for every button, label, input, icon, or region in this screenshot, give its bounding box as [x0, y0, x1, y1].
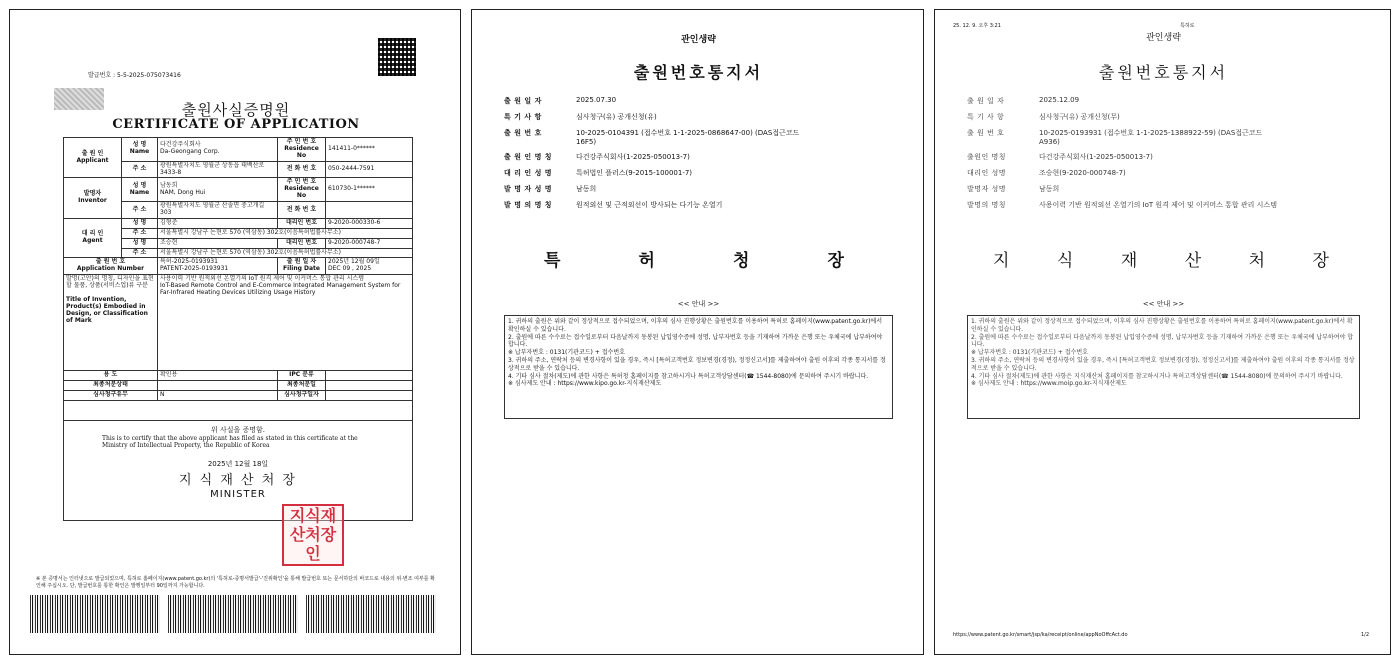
phone-label: 전 화 번 호 — [278, 161, 326, 178]
agent-no-label: 대리인 번호 — [278, 238, 326, 248]
info-row: 특 기 사 항 심사청구(유) 공개신청(무) — [967, 113, 1120, 121]
barcode-3 — [306, 595, 436, 633]
resident-label: 주 민 번 호 Residence No — [278, 178, 326, 202]
certificate-title-en: CERTIFICATE OF APPLICATION — [112, 117, 360, 132]
guide-item: ※ 납부자번호 : 0131(기관코드) + 접수번호 — [508, 349, 625, 357]
issue-number: 발급번호 : 5-5-2025-075073416 — [88, 72, 181, 79]
notice-info — [504, 96, 904, 216]
guide-item: ※ 납부자번호 : 0131(기관코드) + 접수번호 — [971, 349, 1088, 357]
guide-item: 4. 기타 심사 절차(제도)에 관한 사항은 특허청 홈페이지를 참고하시거나 특허고객상담센터(☎ 1544-8080)에 문의하여 주시기 바랍니다. — [508, 372, 869, 380]
applicant-name: 다건강주식회사 Da-Geongang Corp. — [158, 138, 278, 162]
agent2-no: 9-2020-000748-7 — [326, 238, 413, 248]
guide-item: 1. 귀하의 출원은 위와 같이 정상적으로 접수되었으며, 이후의 심사 진행상황은 출원번호를 이용하여 특허로 홈페이지(www.patent.go.kr)에서 확인하실 수 있습니다. — [508, 318, 883, 333]
certification-box — [64, 420, 413, 520]
info-row: 출 원 번 호 10-2025-0104391 (접수번호 1-1-2025-0868647-00) (DAS접근코드16F5) — [504, 129, 800, 146]
purpose-label: 용 도 — [64, 371, 158, 381]
certificate-title-ko: 출원사실증명원 — [181, 101, 291, 119]
seal-text: 지식재산처장인 — [289, 506, 337, 563]
inventor-name: 남동희 NAM, Dong Hui — [158, 178, 278, 202]
agent-header: 대 리 인 Agent — [64, 218, 122, 258]
footer-url: https://www.patent.go.kr/smart/jsp/ka/receipt/online/appNoOffcAct.do — [953, 632, 1128, 638]
footnote: ※ 본 증명서는 인터넷으로 발급되었으며, 특허로 홈페이지(www.patent.go.kr)의 '특허로-증명서발급'-'진위확인'을 통해 발급번호 또는 문서하단의 바코드로 내용의 위·변조 여부를 확인해 주십시오. 단, 발급번호를 통한 확인은 발행일부터 90일까지 가능합니다. — [36, 576, 436, 589]
guide-title: << 안내 >> — [677, 300, 720, 308]
info-row: 특 기 사 항 심사청구(유) 공개신청(유) — [504, 113, 657, 121]
header-date: 25. 12. 9. 오후 3:21 — [953, 23, 1001, 29]
info-row: 발 명 의 명 칭 원적외선 및 근적외선이 방사되는 다기능 온열기 — [504, 201, 723, 209]
guide-title: << 안내 >> — [1142, 300, 1185, 308]
seal-omitted: 관인생략 — [681, 35, 716, 45]
office-name: 지 식 재 산 처 장 — [993, 251, 1329, 271]
guide-box — [967, 315, 1360, 419]
minister: MINISTER — [210, 488, 266, 500]
inventor-header: 발명자 Inventor — [64, 178, 122, 218]
purpose-value: 확인용 — [158, 371, 278, 381]
app-no-label: 출 원 번 호 Application Number — [64, 258, 158, 275]
agent2-name: 조승현 — [158, 238, 278, 248]
final-date-value — [326, 381, 413, 391]
applicant-address: 광원특별자치도 영월군 상동읍 태백산로 3433-8 — [158, 161, 278, 178]
title-label: 발명(고안)의 명칭, 디자인을 표현할 물품, 상품(서비스업)류 구분 Title of Invention, Product(s) Embodied in Design, or Classification of Mark — [64, 275, 158, 371]
inventor-address: 광원특별자치도 영월군 산솔면 중고개길 303 — [158, 202, 278, 219]
ipc-label: IPC 분류 — [278, 371, 326, 381]
filing-date: 2025년 12월 09일 DEC 09 , 2025 — [326, 258, 413, 275]
address-label: 주 소 — [122, 228, 158, 238]
certificate-table — [63, 137, 413, 521]
name-label: 성 명 — [122, 218, 158, 228]
guide-item: 2. 출원에 따른 수수료는 접수일로부터 다음날까지 동봉된 납입영수증에 성명, 납부자번호 등을 기재하여 가까운 은행 또는 우체국에 납부하여야 합니다. — [508, 333, 883, 349]
guide-item: 1. 귀하의 출원은 위와 같이 정상적으로 접수되었으며, 이후의 심사 진행상황은 출원번호를 이용하여 특허로 홈페이지(www.patent.go.kr)에서 확인하실 수 있습니다. — [971, 318, 1353, 333]
blank-row — [64, 400, 413, 420]
notice-title: 출원번호통지서 — [1098, 63, 1229, 82]
guide-item: 3. 귀하의 주소, 연락처 등의 변경사항이 있을 경우, 즉시 [특허고객번호 정보변경(경정), 정정신고서]를 제출하여야 출원 이후의 각종 통지서를 정상적으로 받을 수 있습니다. — [508, 356, 886, 372]
exam-label: 심사청구유무 — [64, 391, 158, 401]
certify-en: This is to certify that the above applicant has filed as stated in this certificate at the Ministry of Intellectual Property, the Republic of Korea — [102, 434, 358, 449]
office-name: 특 허 청 장 — [544, 251, 844, 271]
header-center: 특허로 — [1180, 23, 1195, 29]
agent1-address: 서울특별시 강남구 논현로 570 (역삼동) 302호(이음특허법률사무소) — [158, 228, 413, 238]
app-no: 특허-2025-0193931 PATENT-2025-0193931 — [158, 258, 278, 275]
name-label: 성 명 — [122, 238, 158, 248]
agent2-address: 서울특별시 강남구 논현로 570 (역삼동) 302호(이음특허법률사무소) — [158, 248, 413, 258]
exam-date-value — [326, 391, 413, 401]
final-status-label: 최종처분상태 — [64, 381, 158, 391]
exam-date-label: 심사청구일자 — [278, 391, 326, 401]
inventor-resident-no: 610730-1****** — [326, 178, 413, 202]
applicant-phone: 050-2444-7591 — [326, 161, 413, 178]
info-row: 대 리 인 성 명 특허법인 플러스(9-2015-100001-7) — [504, 169, 693, 177]
address-label: 주 소 — [122, 202, 158, 219]
info-row: 대리인 성명 조승현(9-2020-000748-7) — [967, 169, 1126, 177]
agent1-name: 김형준 — [158, 218, 278, 228]
info-row: 출 원 일 자 2025.07.30 — [504, 96, 617, 105]
info-row: 출 원 일 자 2025.12.09 — [967, 96, 1080, 105]
filing-date-label: 출 원 일 자 Filing Date — [278, 258, 326, 275]
barcode-2 — [168, 595, 298, 633]
applicant-resident-no: 141411-0****** — [326, 138, 413, 162]
exam-value: N — [158, 391, 278, 401]
guide-item: ※ 심사제도 안내 : https://www.kipo.go.kr-지식재산제도 — [508, 380, 662, 388]
name-label: 성 명 Name — [122, 178, 158, 202]
name-label: 성 명 Name — [122, 138, 158, 162]
seal-omitted: 관인생략 — [1146, 33, 1181, 43]
certify-ko: 위 사실을 증명함. — [210, 425, 265, 434]
invention-title: 사용이력 기반 원적외선 온열기의 IoT 원격 제어 및 이커머스 통합 관리 시스템 IoT-Based Remote Control and E-Commerce Integrated Management System for Far-Infrared Heating Devices Utilizing Usage History — [158, 275, 413, 371]
page-number: 1/2 — [1361, 632, 1370, 638]
info-row: 출 원 번 호 10-2025-0193931 (접수번호 1-1-2025-1388922-59) (DAS접근코드A936) — [967, 129, 1263, 146]
info-row: 출 원 인 명 칭 다건강주식회사(1-2025-050013-7) — [504, 153, 690, 161]
certificate-page — [9, 9, 461, 655]
final-date-label: 최종처분일 — [278, 381, 326, 391]
info-row: 발명자 성명 남동희 — [967, 185, 1060, 193]
guide-box — [504, 315, 893, 419]
ipc-value — [326, 371, 413, 381]
guide-item: 3. 귀하의 주소, 연락처 등의 변경사항이 있을 경우, 즉시 [특허고객번호 정보변경(경정), 정정신고서]를 제출하여야 출원 이후의 각종 통지서를 정상적으로 받을 수 있습니다. — [971, 356, 1355, 372]
final-status-value — [158, 381, 278, 391]
notice-page-2 — [934, 9, 1391, 655]
applicant-header: 출 원 인 Applicant — [64, 138, 122, 178]
official-seal — [282, 504, 344, 566]
resident-label: 주 민 번 호 Residence No — [278, 138, 326, 162]
info-row: 출원인 명칭 다건강주식회사(1-2025-050013-7) — [967, 153, 1153, 161]
address-label: 주 소 — [122, 248, 158, 258]
notice-title: 출원번호통지서 — [633, 63, 764, 82]
office-name: 지 식 재 산 처 장 — [178, 472, 297, 488]
agent1-no: 9-2020-000330-6 — [326, 218, 413, 228]
guide-item: ※ 심사제도 안내 : https://www.moip.go.kr-지식재산제도 — [971, 380, 1127, 388]
guide-item: 2. 출원에 따른 수수료는 접수일로부터 다음날까지 동봉된 납입영수증에 성명, 납부자번호 등을 기재하여 가까운 은행 또는 우체국에 납부하여야 합니다. — [971, 333, 1354, 349]
cert-date: 2025년 12월 18일 — [207, 459, 269, 468]
qr-code — [378, 38, 416, 76]
inventor-phone — [326, 202, 413, 219]
phone-label: 전 화 번 호 — [278, 202, 326, 219]
notice-info — [967, 96, 1377, 216]
info-row: 발 명 자 성 명 남동희 — [504, 185, 597, 193]
info-row: 발명의 명칭 사용이력 기반 원적외선 온열기의 IoT 원격 제어 및 이커머스 통합 관리 시스템 — [967, 201, 1277, 209]
notice-page-1 — [471, 9, 924, 655]
address-label: 주 소 — [122, 161, 158, 178]
guide-item: 4. 기타 심사 절차(제도)에 관한 사항은 지식재산처 홈페이지를 참고하시거나 특허고객상담센터(☎ 1544-8080)에 문의하여 주시기 바랍니다. — [971, 372, 1343, 380]
barcode-1 — [30, 595, 160, 633]
agent-no-label: 대리인 번호 — [278, 218, 326, 228]
